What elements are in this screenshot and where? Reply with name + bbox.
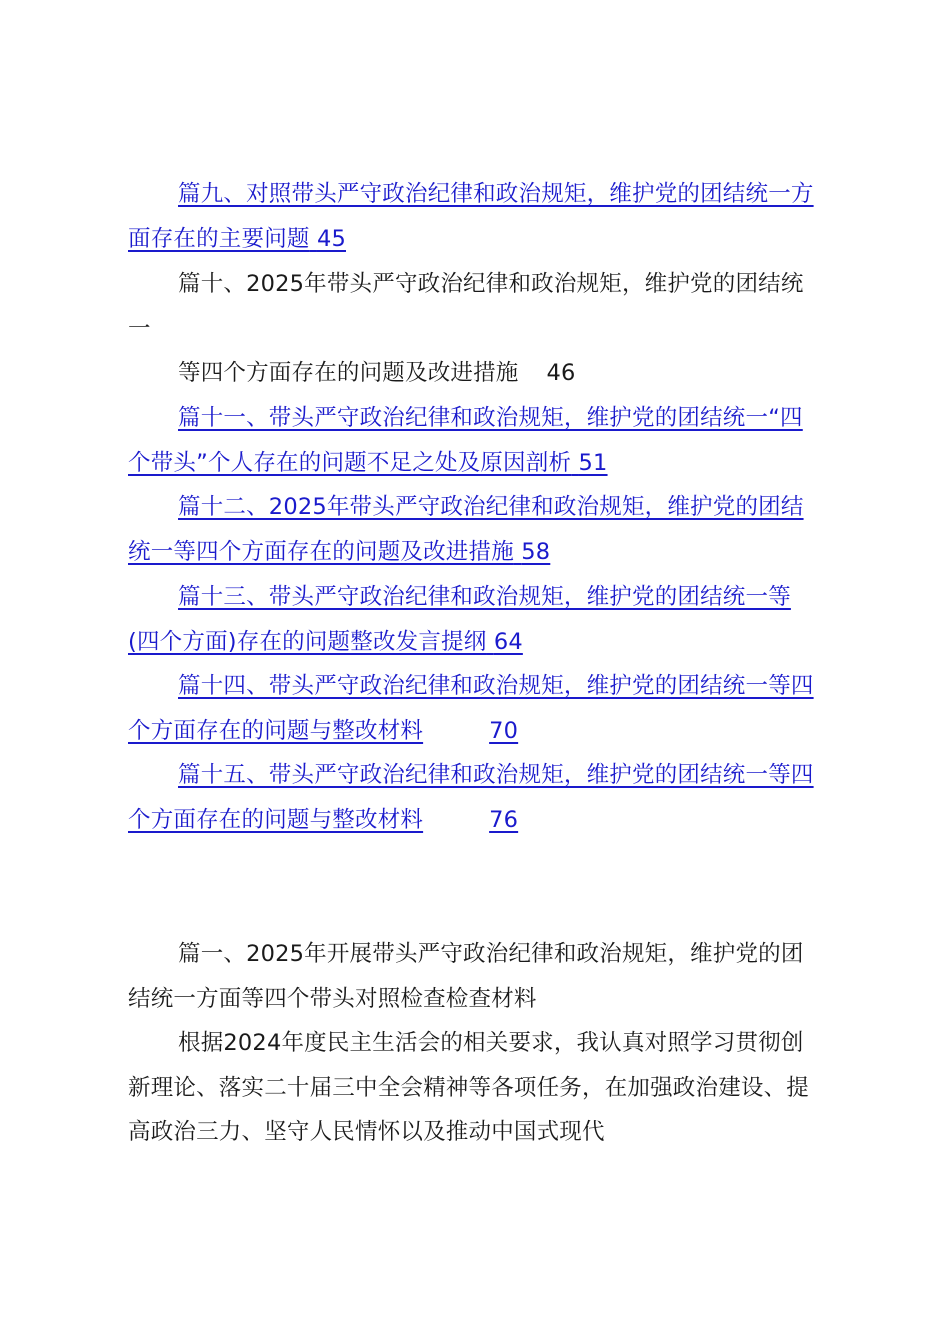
toc-entry[interactable] (128, 575, 818, 664)
toc-link-11[interactable] (128, 405, 803, 476)
toc-title: 篇十五、带头严守政治纪律和政治规矩，维护党的团结统一等四个方面存在的问题与整改材料 (128, 762, 814, 833)
toc-page-number: 70 (489, 717, 519, 744)
toc-page-number: 76 (489, 806, 519, 833)
toc-link-14[interactable] (128, 673, 814, 744)
toc-link-15[interactable] (128, 762, 814, 833)
toc-title: 等四个方面存在的问题及改进措施 (178, 360, 519, 386)
toc-page-number: 51 (578, 449, 608, 476)
toc-title: 篇十二、2025年带头严守政治纪律和政治规矩，维护党的团结统一等四个方面存在的问题及改进措施 (128, 494, 804, 565)
toc-entry[interactable] (128, 664, 818, 753)
toc-page-number: 45 (316, 225, 346, 252)
toc-entry-continuation (128, 351, 818, 396)
toc-title: 篇十四、带头严守政治纪律和政治规矩，维护党的团结统一等四个方面存在的问题与整改材料 (128, 673, 814, 744)
toc-title: 篇十三、带头严守政治纪律和政治规矩，维护党的团结统一等(四个方面)存在的问题整改发言提纲 (128, 584, 791, 655)
toc-page-number: 58 (521, 538, 551, 565)
article-body: 根据2024年度民主生活会的相关要求，我认真对照学习贯彻创新理论、落实二十届三中全会精神等各项任务，在加强政治建设、提高政治三力、坚守人民情怀以及推动中国式现代 (128, 1030, 810, 1146)
toc-entry[interactable] (128, 753, 818, 842)
toc-page-number: 64 (493, 628, 523, 655)
toc-entry[interactable] (128, 396, 818, 485)
toc-entry[interactable] (128, 172, 818, 261)
toc-page-number: 46 (546, 360, 576, 386)
toc-entry (128, 262, 818, 351)
toc-link-9[interactable] (128, 181, 814, 252)
article-heading: 篇一、2025年开展带头严守政治纪律和政治规矩，维护党的团结统一方面等四个带头对照检查检查材料 (128, 941, 804, 1012)
toc-entry[interactable] (128, 485, 818, 574)
toc-title: 篇九、对照带头严守政治纪律和政治规矩，维护党的团结统一方面存在的主要问题 (128, 181, 814, 252)
toc-title: 篇十一、带头严守政治纪律和政治规矩，维护党的团结统一“四个带头”个人存在的问题不足之处及原因剖析 (128, 405, 803, 476)
toc-title: 篇十、2025年带头严守政治纪律和政治规矩，维护党的团结统一 (128, 271, 804, 342)
toc-link-12[interactable] (128, 494, 804, 565)
toc-link-13[interactable] (128, 584, 791, 655)
